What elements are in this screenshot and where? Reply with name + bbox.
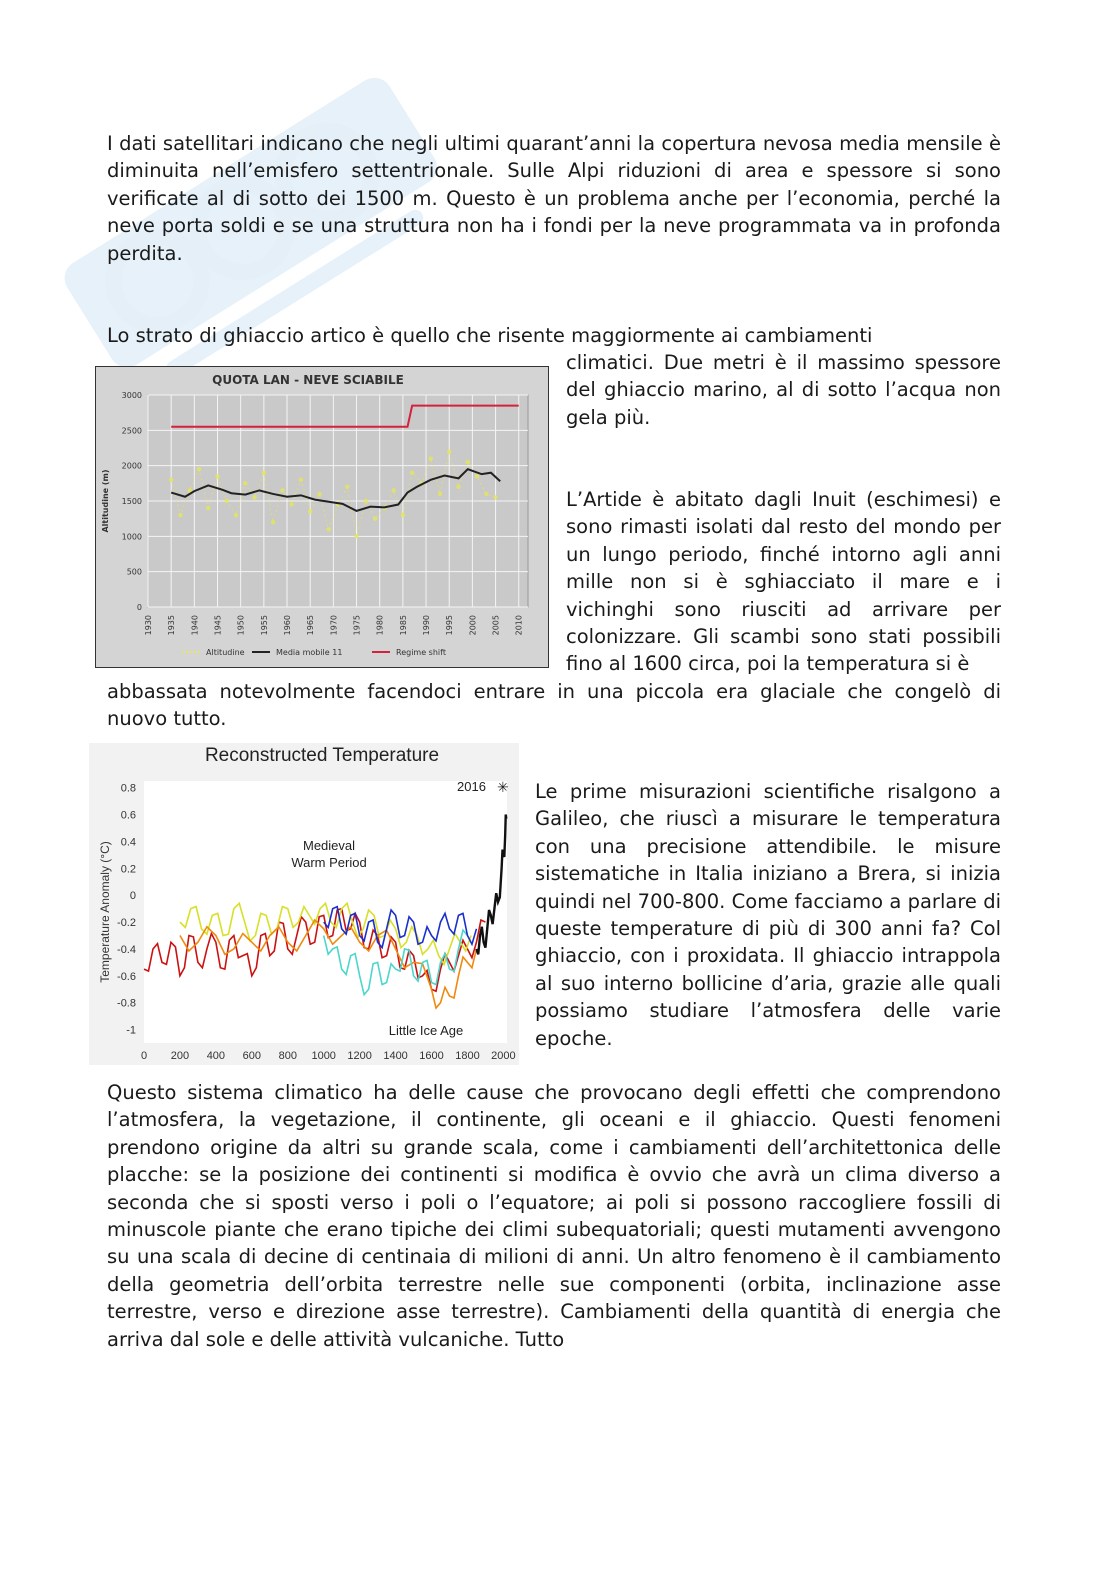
data-point-altitudine xyxy=(456,485,460,489)
x-tick-label: 1960 xyxy=(283,615,293,636)
paragraph-arctic-ice: climatici. Due metri è il massimo spessore del ghiaccio marino, al di sotto l’acqua non gela più. xyxy=(566,351,1001,429)
x-tick-label: 1975 xyxy=(352,615,362,636)
legend-label: Altitudine xyxy=(206,648,245,657)
x-tick-label: 1990 xyxy=(422,615,432,636)
x-tick-label: 2005 xyxy=(491,615,501,636)
paragraph-arctic-intro: Lo strato di ghiaccio artico è quello che risente maggiormente ai cambiamenti xyxy=(107,324,873,347)
x-tick-label: 2010 xyxy=(514,615,524,636)
data-point-altitudine xyxy=(493,495,497,499)
y-tick-label: 0 xyxy=(136,603,142,612)
paragraph-measurements: Le prime misurazioni scientifiche risalgono a Galileo, che riuscì a misurare le temperatura con una precisione attendibile. le misure sistematiche in Italia iniziano a Brera, si inizia quindi nel 700-800. Come facciamo a parlare di queste temperature di più di 300 anni fa? Col ghiaccio, con i proxidata. Il ghiaccio intrappola al suo interno bollicine d’aria, grazie alle quali possiamo studiare l’atmosfera delle varie epoche. xyxy=(535,780,1001,1050)
y-tick-label: 0 xyxy=(129,890,136,903)
y-tick-label: -0.4 xyxy=(117,943,136,956)
y-tick-label: 2500 xyxy=(121,426,142,436)
y-tick-label: 500 xyxy=(126,567,142,577)
temperature-figure xyxy=(89,743,519,1065)
paragraph-ice-age: abbassata notevolmente facendoci entrare in una piccola era glaciale che congelò di nuovo tutto. xyxy=(107,680,1001,731)
y-tick-label: -0.8 xyxy=(117,997,136,1010)
legend-label: Media mobile 11 xyxy=(276,648,343,657)
x-tick-label: 1000 xyxy=(311,1050,336,1062)
x-tick-label: 1400 xyxy=(383,1050,408,1062)
x-tick-label: 600 xyxy=(242,1050,262,1062)
chart-title: Reconstructed Temperature xyxy=(204,745,440,766)
paragraph-inuit: L’Artide è abitato dagli Inuit (eschimesi) e sono rimasti isolati dal resto del mondo per un lungo periodo, finché intorno agli anni mille non si è sghiacciato il mare e i vichinghi sono riusciti ad arrivare per colonizzare. Gli scambi sono stati possibili fino al 1600 circa, poi la temperatura si è xyxy=(566,488,1001,676)
y-tick-label: -0.6 xyxy=(117,970,136,983)
data-point-altitudine xyxy=(391,488,395,492)
y-axis-label: Temperature Anomaly (°C) xyxy=(98,841,112,983)
data-point-altitudine xyxy=(215,474,219,478)
x-tick-label: 1995 xyxy=(445,615,455,636)
x-tick-label: 1200 xyxy=(347,1050,372,1062)
x-tick-label: 1935 xyxy=(167,615,177,636)
snow-altitude-chart xyxy=(96,367,548,667)
y-tick-label: -1 xyxy=(126,1024,136,1037)
y-axis-label: Altitudine (m) xyxy=(101,469,110,533)
x-tick-label: 1945 xyxy=(213,615,223,636)
y-tick-label: 0.6 xyxy=(120,809,136,822)
y-tick-label: 0.8 xyxy=(120,782,136,795)
x-tick-label: 1985 xyxy=(398,615,408,636)
data-point-altitudine xyxy=(484,492,488,496)
y-tick-label: 3000 xyxy=(121,391,142,400)
annotation-2016: 2016 xyxy=(457,779,486,794)
y-tick-label: -0.2 xyxy=(117,917,136,930)
snow-altitude-figure xyxy=(95,366,549,668)
paragraph-climate-system: Questo sistema climatico ha delle cause che provocano degli effetti che comprendono l’atmosfera, la vegetazione, il continente, gli oceani e il ghiaccio. Questi fenomeni prendono origine da altri su grande scala, come i cambiamenti dell’architettonica delle placche: se la posizione dei continenti si modifica è ovvio che avrà un clima diverso a seconda che si sposti verso i poli o l’equatore; ai poli si possono raccogliere fossili di minuscole piante che erano tipiche dei climi subequatoriali; questi mutamenti avvengono su una scala di decine di centinaia di milioni di anni. Un altro fenomeno è il cambiamento della geometria dell’orbita terrestre nelle sue componenti (orbita, inclinazione asse terrestre, verso e direzione asse terrestre). Cambiamenti della quantità di energia che arriva dal sole e delle attività vulcaniche. Tutto xyxy=(107,1081,1001,1351)
temperature-chart xyxy=(89,743,519,1065)
x-tick-label: 400 xyxy=(206,1050,226,1062)
x-tick-label: 800 xyxy=(278,1050,297,1062)
star-icon: ✳ xyxy=(497,779,509,795)
data-point-altitudine xyxy=(289,502,293,506)
data-point-altitudine xyxy=(364,499,368,503)
y-tick-label: 1000 xyxy=(121,532,142,542)
x-tick-label: 2000 xyxy=(491,1050,516,1062)
plot-area xyxy=(144,781,507,1043)
x-tick-label: 1930 xyxy=(144,615,153,636)
x-tick-label: 1950 xyxy=(236,615,246,636)
chart-title: QUOTA LAN - NEVE SCIABILE xyxy=(212,373,404,387)
x-tick-label: 0 xyxy=(140,1050,148,1062)
x-tick-label: 1980 xyxy=(375,615,385,636)
y-tick-label: 0.2 xyxy=(120,863,136,876)
x-tick-label: 1955 xyxy=(259,615,269,636)
x-tick-label: 1600 xyxy=(419,1050,444,1062)
y-tick-label: 0.4 xyxy=(120,836,136,849)
data-point-altitudine xyxy=(428,456,432,460)
x-tick-label: 200 xyxy=(170,1050,190,1062)
legend-label: Regime shift xyxy=(396,648,446,657)
x-tick-label: 1970 xyxy=(329,615,339,636)
y-tick-label: 2000 xyxy=(121,461,142,471)
x-tick-label: 2000 xyxy=(468,615,478,636)
y-tick-label: 1500 xyxy=(121,497,142,506)
annotation-little-ice-age: Little Ice Age xyxy=(388,1023,464,1038)
annotation-warm-period: Warm Period xyxy=(291,855,367,870)
data-point-altitudine xyxy=(308,509,312,513)
x-tick-label: 1800 xyxy=(455,1050,480,1062)
x-tick-label: 1940 xyxy=(190,615,200,636)
x-tick-label: 1965 xyxy=(306,615,316,636)
paragraph-snow-cover: I dati satellitari indicano che negli ultimi quarant’anni la copertura nevosa media mensile è diminuita nell’emisfero settentrionale. Sulle Alpi riduzioni di area e spessore si sono verificate al di sotto dei 1500 m. Questo è un problema anche per l’economia, perché la neve porta soldi e se una struttura non ha i fondi per la neve programmata va in profonda perdita. xyxy=(107,132,1001,265)
annotation-medieval: Medieval xyxy=(302,838,356,853)
